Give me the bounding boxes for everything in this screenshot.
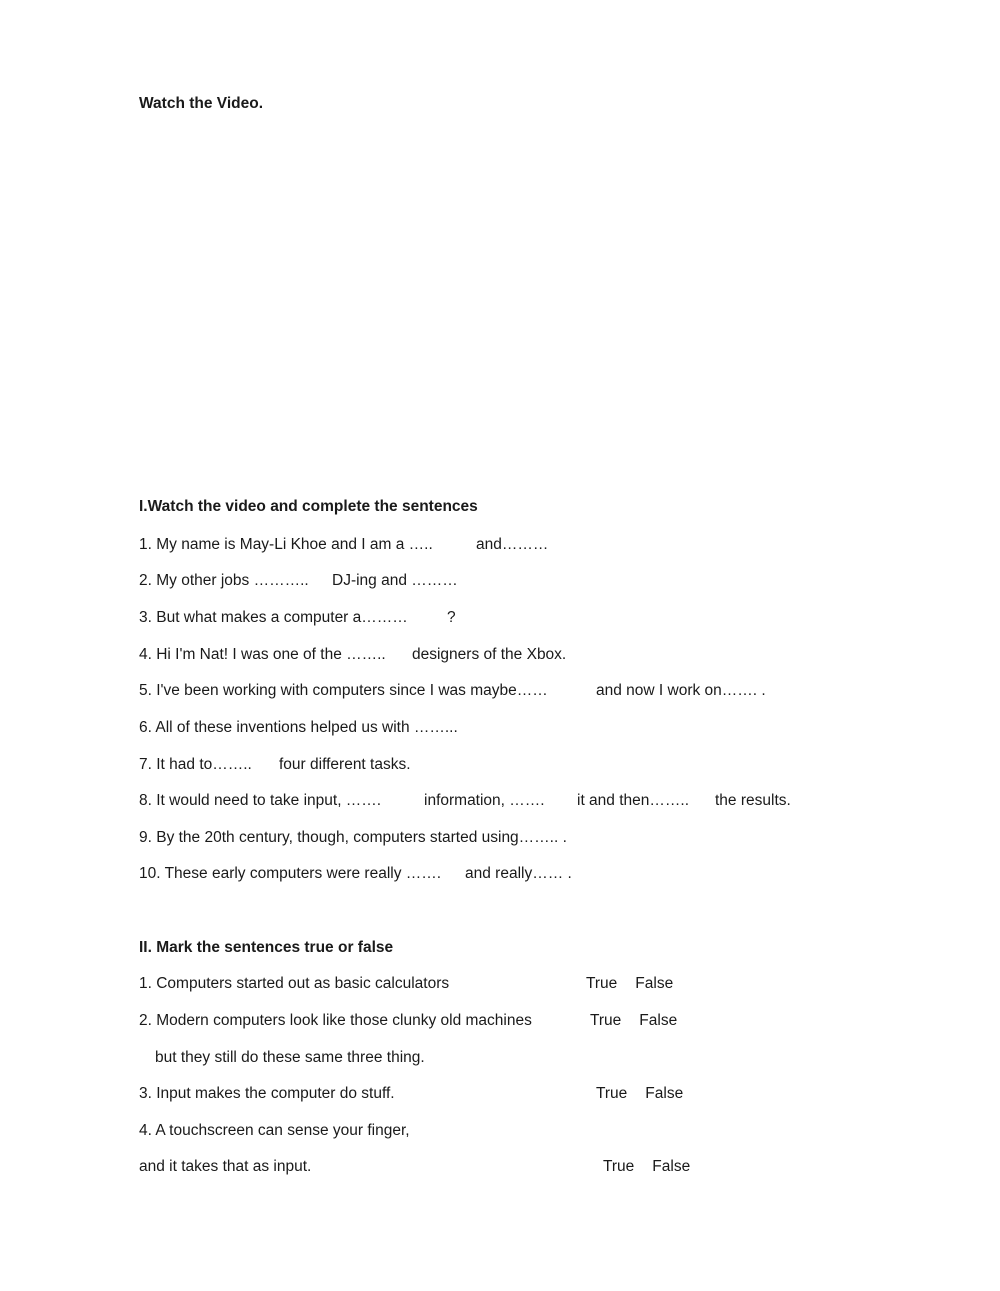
true-option[interactable]: True [603, 1158, 635, 1175]
item-part: information, ……. [424, 792, 545, 809]
item-part: 8. It would need to take input, ……. [139, 792, 382, 809]
true-option[interactable]: True [596, 1085, 628, 1102]
item-part: and……… [476, 536, 549, 553]
item-part: 4. Hi I'm Nat! I was one of the …….. [139, 646, 386, 663]
item-part: four different tasks. [279, 756, 411, 773]
item-part: ? [447, 609, 456, 626]
item-part: 7. It had to…….. [139, 756, 252, 773]
false-option[interactable]: False [645, 1085, 684, 1102]
item-part: and now I work on……. . [596, 682, 766, 699]
section1-title: I.Watch the video and complete the sentences [139, 498, 478, 515]
item-part: 2. My other jobs ……….. [139, 572, 309, 589]
statement-text: 2. Modern computers look like those clunky old machines [139, 1012, 532, 1029]
item-part: 9. By the 20th century, though, computers started using…….. . [139, 829, 567, 846]
item-part: and really…… . [465, 865, 572, 882]
section2-title: II. Mark the sentences true or false [139, 939, 394, 956]
item-part: 3. But what makes a computer a……… [139, 609, 408, 626]
item-part: 10. These early computers were really ……. [139, 865, 442, 882]
statement-text: 4. A touchscreen can sense your finger, [139, 1122, 410, 1139]
true-false-options [596, 1084, 683, 1104]
item-part: 1. My name is May-Li Khoe and I am a ….. [139, 536, 433, 553]
statement-continuation: and it takes that as input. [139, 1158, 312, 1175]
true-false-options [590, 1011, 677, 1031]
statement-continuation: but they still do these same three thing. [155, 1049, 425, 1066]
item-part: 5. I've been working with computers since I was maybe…… [139, 682, 548, 699]
item-part: DJ-ing and ……… [332, 572, 458, 589]
page-heading: Watch the Video. [139, 95, 264, 112]
false-option[interactable]: False [652, 1158, 691, 1175]
statement-text: 1. Computers started out as basic calculators [139, 975, 450, 992]
item-part: 6. All of these inventions helped us with ……... [139, 719, 458, 736]
true-option[interactable]: True [590, 1012, 622, 1029]
false-option[interactable]: False [635, 975, 674, 992]
true-false-options [586, 974, 673, 994]
item-part: the results. [715, 792, 791, 809]
false-option[interactable]: False [639, 1012, 678, 1029]
true-option[interactable]: True [586, 975, 618, 992]
item-part: it and then…….. [577, 792, 690, 809]
true-false-options [603, 1157, 690, 1177]
item-part: designers of the Xbox. [412, 646, 567, 663]
statement-text: 3. Input makes the computer do stuff. [139, 1085, 395, 1102]
